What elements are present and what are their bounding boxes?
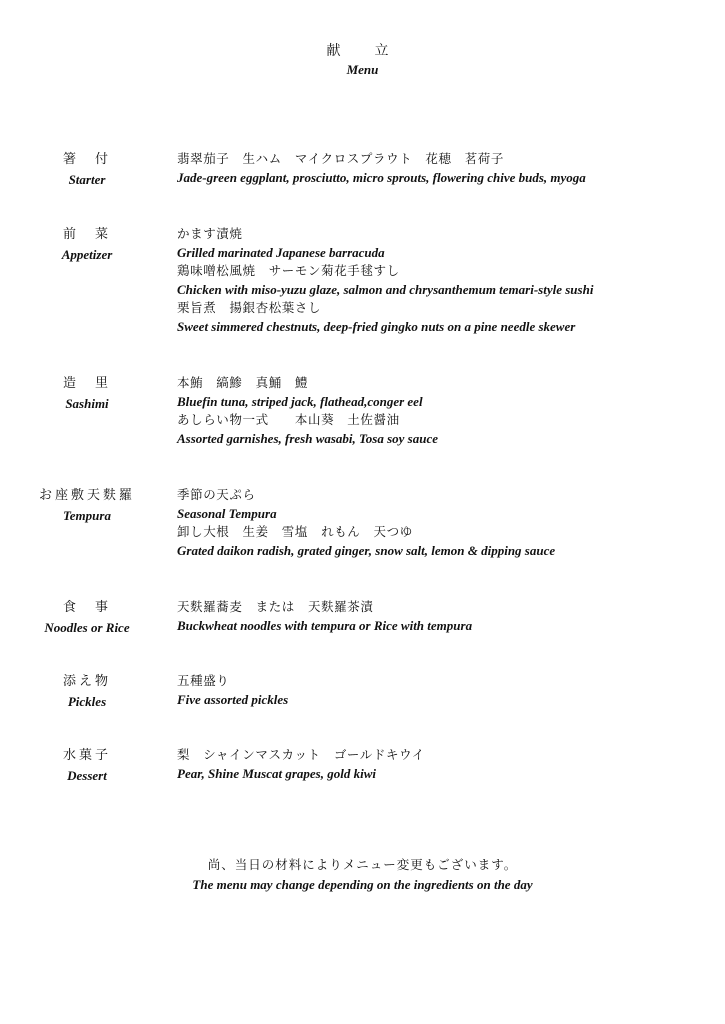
dish-line-jp: 鶏味噌松風焼 サーモン菊花手毬すし: [177, 263, 400, 278]
dish-line-jp: 栗旨煮 揚銀杏松葉さし: [177, 300, 322, 315]
course-label-jp: お座敷天麩羅: [38, 488, 135, 503]
footer-note-jp: 尚、当日の材料によりメニュー変更もございます。: [207, 857, 518, 872]
course-label: [30, 486, 144, 526]
course-label-en: Sashimi: [65, 396, 109, 411]
course-dishes: [177, 598, 697, 635]
dish-line-jp: 五種盛り: [177, 673, 230, 688]
dish-line-jp: 梨 シャインマスカット ゴールドキウイ: [177, 747, 425, 762]
course-label: [30, 598, 144, 638]
dish-line-en: Bluefin tuna, striped jack, flathead,conger eel: [177, 393, 423, 409]
course-label: [30, 225, 144, 265]
dish-line-en: Seasonal Tempura: [177, 505, 277, 521]
course-label-jp: 食 事: [62, 600, 111, 615]
course-label-en: Pickles: [67, 694, 107, 709]
dish-line-jp: あしらい物一式 本山葵 土佐醤油: [177, 412, 400, 427]
dish-line-jp: かます漬焼: [177, 226, 243, 241]
course-label: [30, 150, 144, 190]
course-label-jp: 添え物: [62, 674, 111, 689]
page-title-jp: 献 立: [326, 43, 399, 59]
dish-line-en: Jade-green eggplant, prosciutto, micro sprouts, flowering chive buds, myoga: [177, 169, 586, 185]
dish-line-en: Assorted garnishes, fresh wasabi, Tosa soy sauce: [177, 430, 439, 446]
course-label: [30, 746, 144, 786]
footer-note-en: The menu may change depending on the ingredients on the day: [192, 877, 533, 892]
course-label-jp: 水菓子: [62, 748, 111, 763]
dish-line-en: Chicken with miso-yuzu glaze, salmon and chrysanthemum temari-style sushi: [177, 281, 594, 297]
dish-line-jp: 卸し大根 生姜 雪塩 れもん 天つゆ: [177, 524, 413, 539]
course-label: [30, 672, 144, 712]
course-dishes: [177, 225, 697, 336]
course-label-jp: 箸 付: [62, 152, 111, 167]
course-dishes: [177, 672, 697, 709]
dish-line-en: Pear, Shine Muscat grapes, gold kiwi: [177, 765, 376, 781]
course-label-jp: 造 里: [62, 376, 111, 391]
course-label-jp: 前 菜: [62, 227, 111, 242]
dish-line-jp: 季節の天ぷら: [177, 487, 256, 502]
course-label-en: Starter: [68, 172, 106, 187]
dish-line-jp: 本鮪 縞鯵 真鯒 鱧: [177, 375, 309, 390]
course-label-en: Noodles or Rice: [44, 620, 130, 635]
course-dishes: [177, 374, 697, 448]
dish-line-en: Grilled marinated Japanese barracuda: [177, 244, 385, 260]
dish-line-en: Grated daikon radish, grated ginger, snow salt, lemon & dipping sauce: [177, 542, 556, 558]
course-label-en: Tempura: [63, 508, 111, 523]
course-label-en: Appetizer: [61, 247, 113, 262]
dish-line-en: Five assorted pickles: [177, 691, 289, 707]
course-label-en: Dessert: [67, 768, 107, 783]
course-dishes: [177, 746, 697, 783]
dish-line-jp: 天麩羅蕎麦 または 天麩羅茶漬: [177, 599, 374, 614]
course-dishes: [177, 150, 697, 187]
page-title-en: Menu: [346, 62, 379, 77]
course-label: [30, 374, 144, 414]
dish-line-en: Sweet simmered chestnuts, deep-fried gingko nuts on a pine needle skewer: [177, 318, 576, 334]
dish-line-jp: 翡翠茄子 生ハム マイクロスプラウト 花穂 茗荷子: [177, 151, 505, 166]
dish-line-en: Buckwheat noodles with tempura or Rice with tempura: [177, 617, 473, 633]
course-dishes: [177, 486, 697, 560]
